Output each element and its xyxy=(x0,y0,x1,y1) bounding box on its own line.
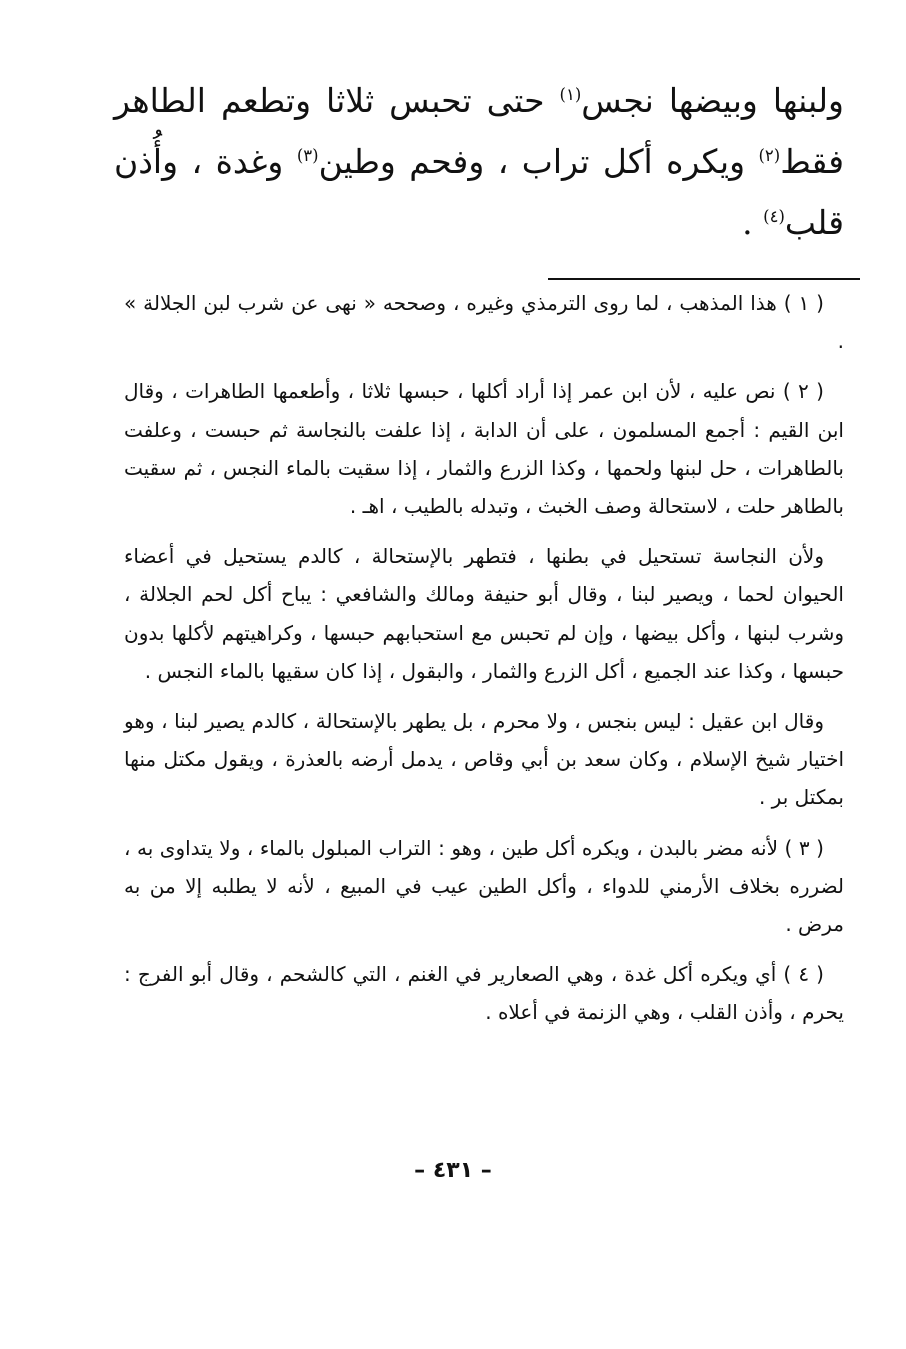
main-text-part: وغدة ، وأُذن قلب xyxy=(114,142,844,242)
main-paragraph xyxy=(114,70,844,253)
footnote-2: ( ٢ ) نص عليه ، لأن ابن عمر إذا أراد أكلها ، حبسها ثلاثا ، وأطعمها الطاهرات ، وقال ابن القيم : أجمع المسلمون ، على أن الدابة ، إذا علفت بالنجاسة ثم حبست ، وعلفت بالطاهرات ، حل لبنها ولحمها ، وكذا الزرع والثمار ، إذا سقيت بالماء النجس ، ثم سقيت بالطاهر حلت ، لاستحالة وصف الخبث ، وتبدله بالطيب ، اهـ . xyxy=(124,379,844,519)
footnote-4: ( ٤ ) أي ويكره أكل غدة ، وهي الصعارير في الغنم ، التي كالشحم ، وقال أبو الفرج : يحرم ، وأذن القلب ، وهي الزنمة في أعلاه . xyxy=(124,962,844,1025)
main-text xyxy=(114,70,844,253)
footnote-1: ( ١ ) هذا المذهب ، لما روى الترمذي وغيره ، وصححه « نهى عن شرب لبن الجلالة » . xyxy=(124,291,844,354)
footnote-3: ( ٣ ) لأنه مضر بالبدن ، ويكره أكل طين ، وهو : التراب المبلول بالماء ، ولا يتداوى به ، لضرره بخلاف الأرمني للدواء ، وأكل الطين عيب في المبيع ، لأنه لا يطلبه إلا من به مرض . xyxy=(124,835,844,937)
footnote-ref-1: (١) xyxy=(559,85,582,104)
footnote-ref-4: (٤) xyxy=(763,207,785,226)
footnotes xyxy=(124,284,844,1044)
page-number: – ٤٣١ – xyxy=(414,1158,492,1183)
footnote-ref-2: (٢) xyxy=(758,146,781,165)
footnote-separator xyxy=(548,278,860,280)
main-text-part: . xyxy=(742,203,764,242)
footnote-2-continued: ولأن النجاسة تستحيل في بطنها ، فتطهر بالإستحالة ، كالدم يستحيل في أعضاء الحيوان لحما ، ويصير لبنا ، وقال أبو حنيفة ومالك والشافعي : يباح أكل لحم الجلالة ، وشرب لبنها ، وأكل بيضها ، وإن لم تحبس مع استحبابهم حبسها ، وكراهيتهم لأكلها بدون حبسها ، وكذا عند الجميع ، أكل الزرع والثمار ، والبقول ، إذا كان سقيها بالماء النجس . xyxy=(124,544,844,683)
main-text-part: حتى تحبس ثلاثا وتطعم الطاهر فقط xyxy=(114,81,844,181)
footnote-ref-3: (٣) xyxy=(296,146,319,165)
footnote-2-continued: وقال ابن عقيل : ليس بنجس ، ولا محرم ، بل يطهر بالإستحالة ، كالدم يصير لبنا ، وهو اختيار شيخ الإسلام ، وكان سعد بن أبي وقاص ، يدمل أرضه بالعذرة ، ويقول مكتل منها بمكتل بر . xyxy=(124,709,844,810)
main-text-part: ويكره أكل تراب ، وفحم وطين xyxy=(318,142,759,181)
main-text-part: ولبنها وبيضها نجس xyxy=(581,81,844,120)
